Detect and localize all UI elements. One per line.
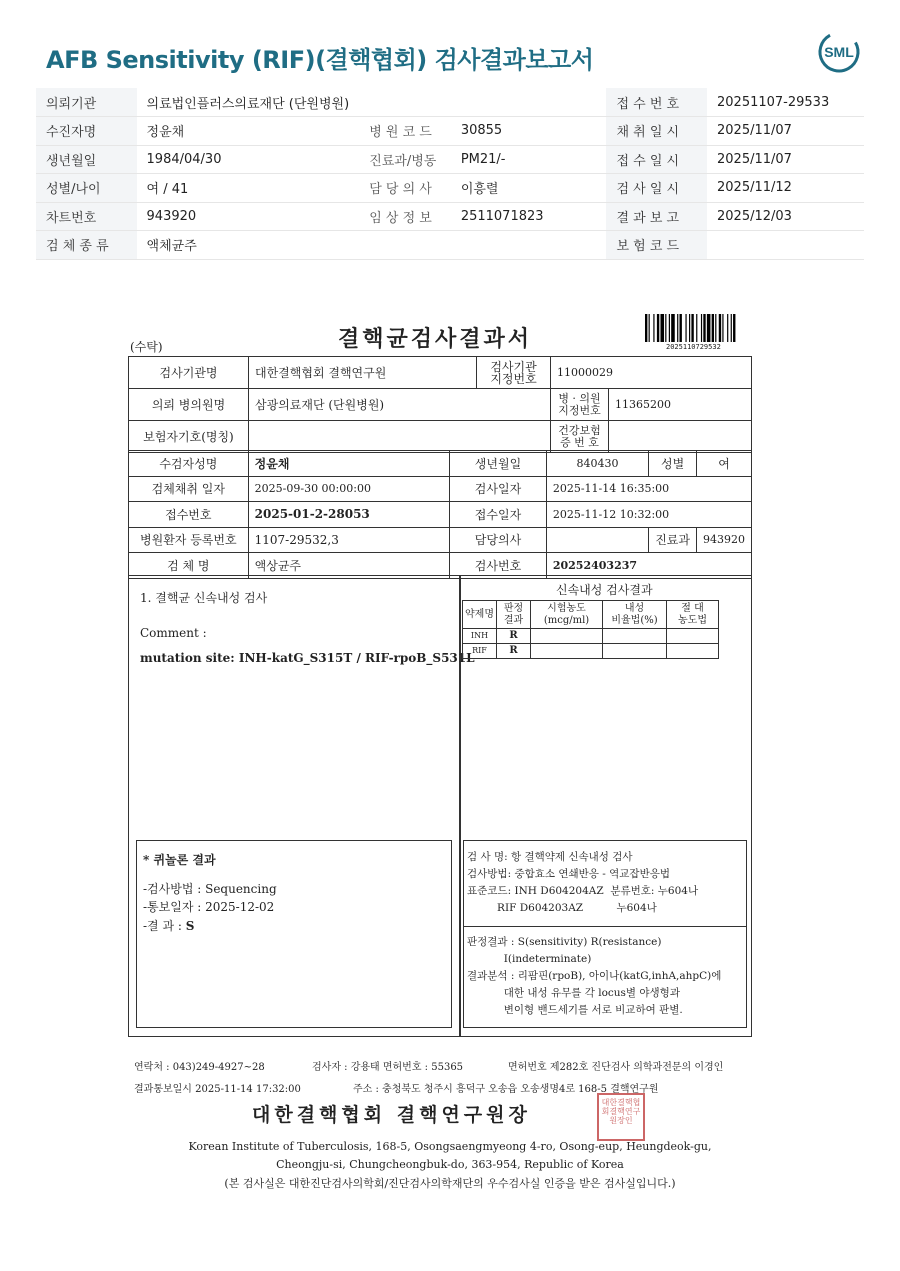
barcode-bar <box>689 314 690 342</box>
info-value: 의료법인플러스의료재단 (단원병원) <box>137 88 360 117</box>
barcode-bar <box>657 314 659 342</box>
barcode-bar <box>701 314 702 342</box>
reg-label: 병원환자 등록번호 <box>129 527 249 553</box>
section1-title: 1. 결핵균 신속내성 검사 <box>140 591 268 605</box>
doc-header-table <box>128 356 752 453</box>
info-label <box>359 88 451 117</box>
doc-subtitle: (수탁) <box>130 340 163 354</box>
barcode-bar <box>677 314 678 342</box>
info-label: 생년월일 <box>36 145 137 174</box>
info-label: 결 과 보 고 <box>606 202 707 231</box>
info-line: 표준코드: INH D604204AZ 분류번호: 누604나 <box>467 885 699 897</box>
info-value: 정윤채 <box>137 117 360 146</box>
info-line: 대한 내성 유무를 각 locus별 야생형과 <box>467 987 680 999</box>
info-value <box>451 88 607 117</box>
empty-cell <box>603 644 667 659</box>
doctor-label: 담당의사 <box>450 527 547 553</box>
notify: 결과통보일시 2025-11-14 17:32:00 <box>134 1084 301 1095</box>
org-code: 11000029 <box>551 357 752 389</box>
result-row <box>463 629 719 644</box>
req-code-label1: 병 · 의원 <box>558 391 601 405</box>
empty-cell <box>667 644 719 659</box>
health-label1: 건강보험 <box>558 423 601 437</box>
result-header: 약제명 <box>463 601 497 629</box>
info-value <box>451 231 607 260</box>
empty-cell <box>531 644 603 659</box>
logo-text: SML <box>824 44 854 60</box>
info-label: 접 수 번 호 <box>606 88 707 117</box>
info-label: 수진자명 <box>36 117 137 146</box>
stamp-text: 대한결핵협회결핵연구원장인 <box>601 1098 641 1125</box>
doctor <box>546 527 648 553</box>
barcode <box>645 314 739 342</box>
empty-cell <box>667 629 719 644</box>
info-line: I(indeterminate) <box>467 953 592 965</box>
health-label2: 증 번 호 <box>560 435 599 449</box>
info-value: 액체균주 <box>137 231 360 260</box>
empty-cell <box>603 629 667 644</box>
dob: 840430 <box>546 451 648 477</box>
ins <box>249 421 551 453</box>
info-label: 성별/나이 <box>36 174 137 203</box>
page-title: AFB Sensitivity (RIF)(결핵협회) 검사결과보고서 <box>46 46 594 74</box>
barcode-number: 2025110729532 <box>666 343 721 351</box>
info-line: 판정결과 : S(sensitivity) R(resistance) <box>467 936 662 948</box>
test-date-label: 검사일자 <box>450 476 547 502</box>
quin-title: * 퀴놀론 결과 <box>143 853 216 867</box>
quin-result: S <box>185 919 195 933</box>
test-no-label: 검사번호 <box>450 553 547 579</box>
drug-name: RIF <box>463 644 497 659</box>
info-value: 2511071823 <box>451 202 607 231</box>
health <box>609 421 752 453</box>
result-row <box>463 644 719 659</box>
info-label: 차트번호 <box>36 202 137 231</box>
barcode-bar <box>727 314 728 342</box>
method-info <box>467 849 698 917</box>
barcode-bar <box>733 314 735 342</box>
org-code-label1: 검사기관 <box>490 359 537 374</box>
drug-result: R <box>497 629 531 644</box>
barcode-bar <box>665 314 666 342</box>
right-title: 신속내성 검사결과 <box>556 583 653 597</box>
req-label: 의뢰 병의원명 <box>129 389 249 421</box>
barcode-bar <box>671 314 675 342</box>
reg: 1107-29532,3 <box>248 527 450 553</box>
method-divider <box>463 926 747 927</box>
dob-label: 생년월일 <box>450 451 547 477</box>
specialist: 면허번호 제282호 진단검사 의학과전문의 이경인 <box>508 1062 724 1073</box>
quin-result-label: -결 과 : <box>143 919 182 933</box>
quinolone-box <box>136 840 452 1028</box>
receipt-label: 접수번호 <box>129 502 249 528</box>
info-value: 여 / 41 <box>137 174 360 203</box>
mutation-site: mutation site: INH-katG_S315T / RIF-rpoB_S531L <box>140 651 475 665</box>
info-line: 검 사 명: 항 결핵약제 신속내성 검사 <box>467 851 633 863</box>
comment-label: Comment : <box>140 626 207 640</box>
info-row <box>36 145 864 174</box>
info-value <box>707 231 864 260</box>
empty-cell <box>531 629 603 644</box>
barcode-bar <box>696 314 697 342</box>
barcode-bar <box>660 314 664 342</box>
sex: 여 <box>697 451 752 477</box>
info-value: 2025/11/07 <box>707 117 864 146</box>
info-line: 결과분석 : 리팜핀(rpoB), 아이나(katG,inhA,ahpC)에 <box>467 970 722 982</box>
info-row <box>36 117 864 146</box>
collect-label: 검체채취 일자 <box>129 476 249 502</box>
spec-label: 검 체 명 <box>129 553 249 579</box>
org: 대한결핵협회 결핵연구원 <box>249 357 477 389</box>
barcode-bar <box>669 314 670 342</box>
barcode-bar <box>719 314 721 342</box>
info-label: 검 체 종 류 <box>36 231 137 260</box>
barcode-bar <box>722 314 723 342</box>
spec: 액상균주 <box>248 553 450 579</box>
info-value: PM21/- <box>451 145 607 174</box>
barcode-bar <box>715 314 716 342</box>
barcode-bar <box>731 314 732 342</box>
info-label <box>359 231 451 260</box>
req-code: 11365200 <box>609 389 752 421</box>
barcode-bar <box>685 314 686 342</box>
result-header: 내성 비율법(%) <box>603 601 667 629</box>
result-header: 절 대 농도법 <box>667 601 719 629</box>
doc-title: 결핵균검사결과서 <box>338 326 533 352</box>
barcode-bar <box>649 314 650 342</box>
info-value: 943920 <box>137 202 360 231</box>
info-value: 이흥렬 <box>451 174 607 203</box>
receipt-date: 2025-11-12 10:32:00 <box>546 502 751 528</box>
info-label: 채 취 일 시 <box>606 117 707 146</box>
barcode-bar <box>703 314 705 342</box>
quin-method: -검사방법 : Sequencing <box>143 882 277 896</box>
info-label: 병 원 코 드 <box>359 117 451 146</box>
dept: 943920 <box>697 527 752 553</box>
ins-label: 보험자기호(명칭) <box>129 421 249 453</box>
result-header: 판정 결과 <box>497 601 531 629</box>
contact: 연락처 : 043)249-4927~28 <box>134 1062 265 1073</box>
org-code-label2: 지정번호 <box>490 371 537 386</box>
barcode-bar <box>691 314 693 342</box>
resistance-table <box>462 600 719 659</box>
barcode-bar <box>653 314 654 342</box>
address: 주소 : 충청북도 청주시 흥덕구 오송읍 오송생명4로 168-5 결핵연구원 <box>353 1084 659 1095</box>
name-label: 수검자성명 <box>129 451 249 477</box>
info-label: 의뢰기관 <box>36 88 137 117</box>
org-label: 검사기관명 <box>129 357 249 389</box>
collect: 2025-09-30 00:00:00 <box>248 476 450 502</box>
info-label: 담 당 의 사 <box>359 174 451 203</box>
sml-logo <box>817 30 861 74</box>
quin-date: -통보일자 : 2025-12-02 <box>143 900 275 914</box>
info-value: 1984/04/30 <box>137 145 360 174</box>
req: 삼광의료재단 (단원병원) <box>249 389 551 421</box>
info-value: 2025/11/07 <box>707 145 864 174</box>
info-row <box>36 202 864 231</box>
info-value: 2025/11/12 <box>707 174 864 203</box>
info-line: RIF D604203AZ 누604나 <box>467 902 657 914</box>
dept-label: 진료과 <box>649 527 697 553</box>
doc-patient-table <box>128 450 752 579</box>
info-row <box>36 174 864 203</box>
result-header: 시험농도 (mcg/ml) <box>531 601 603 629</box>
info-value: 20251107-29533 <box>707 88 864 117</box>
judgement-info <box>467 934 721 1019</box>
info-label: 검 사 일 시 <box>606 174 707 203</box>
barcode-bar <box>712 314 714 342</box>
examiner: 검사자 : 강용태 면허번호 : 55365 <box>312 1062 464 1073</box>
info-row <box>36 88 864 117</box>
barcode-bar <box>645 314 647 342</box>
req-code-label2: 지정번호 <box>558 403 601 417</box>
eng-address-1: Korean Institute of Tuberculosis, 168-5, Osongsaengmyeong 4-ro, Osong-eup, Heungdeok-gu, <box>188 1140 712 1153</box>
test-date: 2025-11-14 16:35:00 <box>546 476 751 502</box>
info-label: 진료과/병동 <box>359 145 451 174</box>
official-seal <box>597 1093 645 1141</box>
barcode-bar <box>680 314 682 342</box>
receipt-date-label: 접수일자 <box>450 502 547 528</box>
patient-info-table <box>36 88 864 260</box>
info-line: 변이형 밴드세기를 서로 비교하여 판별. <box>467 1004 683 1016</box>
receipt: 2025-01-2-28053 <box>248 502 450 528</box>
certification-note: (본 검사실은 대한진단검사의학회/진단검사의학재단의 우수검사실 인증을 받은 검사실입니다.) <box>224 1177 676 1190</box>
drug-name: INH <box>463 629 497 644</box>
barcode-bar <box>707 314 711 342</box>
info-value: 30855 <box>451 117 607 146</box>
info-value: 2025/12/03 <box>707 202 864 231</box>
scanned-result-document <box>0 300 900 1200</box>
info-line: 검사방법: 중합효소 연쇄반응 - 역교잡반응법 <box>467 868 671 880</box>
info-row <box>36 231 864 260</box>
info-label: 보 험 코 드 <box>606 231 707 260</box>
info-label: 임 상 정 보 <box>359 202 451 231</box>
sex-label: 성별 <box>649 451 697 477</box>
info-label: 접 수 일 시 <box>606 145 707 174</box>
institute-name: 대한결핵협회 결핵연구원장 <box>252 1104 531 1126</box>
drug-result: R <box>497 644 531 659</box>
name: 정윤채 <box>248 451 450 477</box>
eng-address-2: Cheongju-si, Chungcheongbuk-do, 363-954, Republic of Korea <box>276 1158 624 1171</box>
test-no: 20252403237 <box>546 553 751 579</box>
